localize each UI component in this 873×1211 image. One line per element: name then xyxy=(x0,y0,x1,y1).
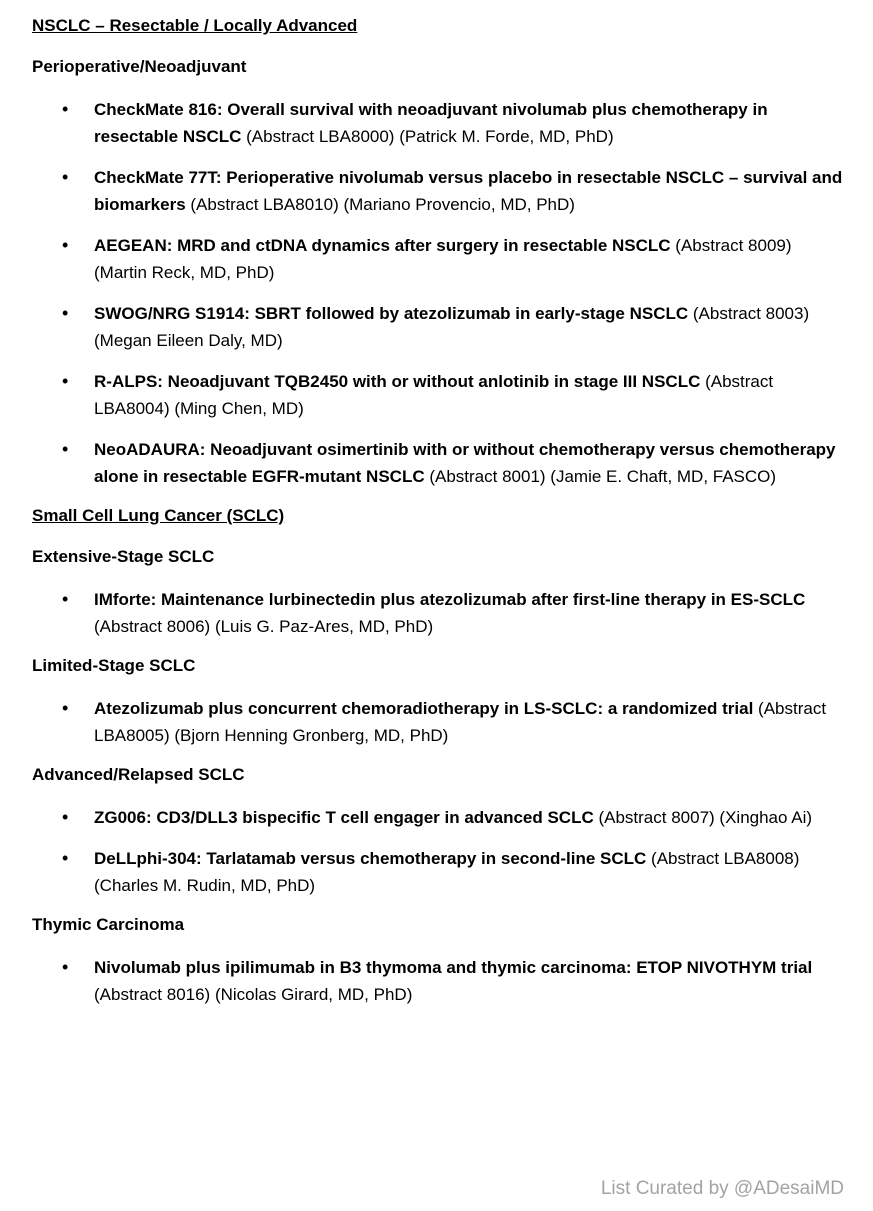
item-details: (Abstract LBA8000) (Patrick M. Forde, MD, PhD) xyxy=(241,127,614,146)
list-item xyxy=(32,586,844,640)
item-title: Atezolizumab plus concurrent chemoradiotherapy in LS-SCLC: a randomized trial xyxy=(94,699,754,718)
subsection-title: Advanced/Relapsed SCLC xyxy=(32,765,245,784)
list-item xyxy=(32,695,844,749)
abstract-list xyxy=(32,586,844,640)
list-item xyxy=(32,96,844,150)
list-item xyxy=(32,845,844,899)
item-details: (Abstract 8016) (Nicolas Girard, MD, PhD) xyxy=(94,985,413,1004)
bullet-icon: • xyxy=(62,371,69,391)
item-title: CheckMate 816: Overall survival with neoadjuvant nivolumab plus chemotherapy in resectable NSCLC xyxy=(94,100,768,146)
list-item xyxy=(32,368,844,422)
bullet-icon: • xyxy=(62,807,69,827)
subsection-title: Perioperative/Neoadjuvant xyxy=(32,57,247,76)
item-details: (Abstract LBA8004) (Ming Chen, MD) xyxy=(94,372,774,418)
section-title: NSCLC – Resectable / Locally Advanced xyxy=(32,16,358,35)
item-title: CheckMate 77T: Perioperative nivolumab versus placebo in resectable NSCLC – survival and biomarkers xyxy=(94,168,843,214)
item-title: NeoADAURA: Neoadjuvant osimertinib with or without chemotherapy versus chemotherapy alone in resectable EGFR-mutant NSCLC xyxy=(94,440,836,486)
document-body xyxy=(32,14,844,1022)
item-title: DeLLphi-304: Tarlatamab versus chemotherapy in second-line SCLC xyxy=(94,849,647,868)
item-title: R-ALPS: Neoadjuvant TQB2450 with or without anlotinib in stage III NSCLC xyxy=(94,372,701,391)
list-item xyxy=(32,164,844,218)
bullet-icon: • xyxy=(62,957,69,977)
subsection-title: Extensive-Stage SCLC xyxy=(32,547,215,566)
item-details: (Abstract 8001) (Jamie E. Chaft, MD, FASCO) xyxy=(424,467,777,486)
abstract-list xyxy=(32,804,844,899)
bullet-icon: • xyxy=(62,698,69,718)
list-item xyxy=(32,300,844,354)
item-title: AEGEAN: MRD and ctDNA dynamics after surgery in resectable NSCLC xyxy=(94,236,671,255)
bullet-icon: • xyxy=(62,439,69,459)
bullet-icon: • xyxy=(62,848,69,868)
item-details: (Abstract 8006) (Luis G. Paz-Ares, MD, PhD) xyxy=(94,617,434,636)
item-title: IMforte: Maintenance lurbinectedin plus atezolizumab after first-line therapy in ES-SCLC xyxy=(94,590,806,609)
bullet-icon: • xyxy=(62,589,69,609)
section-title: Small Cell Lung Cancer (SCLC) xyxy=(32,506,285,525)
item-details: (Abstract LBA8010) (Mariano Provencio, MD, PhD) xyxy=(185,195,575,214)
item-title: Nivolumab plus ipilimumab in B3 thymoma and thymic carcinoma: ETOP NIVOTHYM trial xyxy=(94,958,813,977)
abstract-list xyxy=(32,695,844,749)
list-item xyxy=(32,436,844,490)
bullet-icon: • xyxy=(62,99,69,119)
list-item xyxy=(32,232,844,286)
list-item xyxy=(32,804,844,831)
abstract-list xyxy=(32,954,844,1008)
bullet-icon: • xyxy=(62,167,69,187)
abstract-list xyxy=(32,96,844,490)
item-details: (Abstract 8009) (Martin Reck, MD, PhD) xyxy=(94,236,792,282)
item-details: (Abstract LBA8008) (Charles M. Rudin, MD, PhD) xyxy=(94,849,800,895)
item-title: SWOG/NRG S1914: SBRT followed by atezolizumab in early-stage NSCLC xyxy=(94,304,689,323)
item-details: (Abstract LBA8005) (Bjorn Henning Gronberg, MD, PhD) xyxy=(94,699,827,745)
list-item xyxy=(32,954,844,1008)
bullet-icon: • xyxy=(62,303,69,323)
item-title: ZG006: CD3/DLL3 bispecific T cell engager in advanced SCLC xyxy=(94,808,594,827)
bullet-icon: • xyxy=(62,235,69,255)
subsection-title: Limited-Stage SCLC xyxy=(32,656,196,675)
item-details: (Abstract 8003) (Megan Eileen Daly, MD) xyxy=(94,304,810,350)
item-details: (Abstract 8007) (Xinghao Ai) xyxy=(593,808,813,827)
subsection-title: Thymic Carcinoma xyxy=(32,915,185,934)
curator-credit: List Curated by @ADesaiMD xyxy=(600,1178,844,1199)
